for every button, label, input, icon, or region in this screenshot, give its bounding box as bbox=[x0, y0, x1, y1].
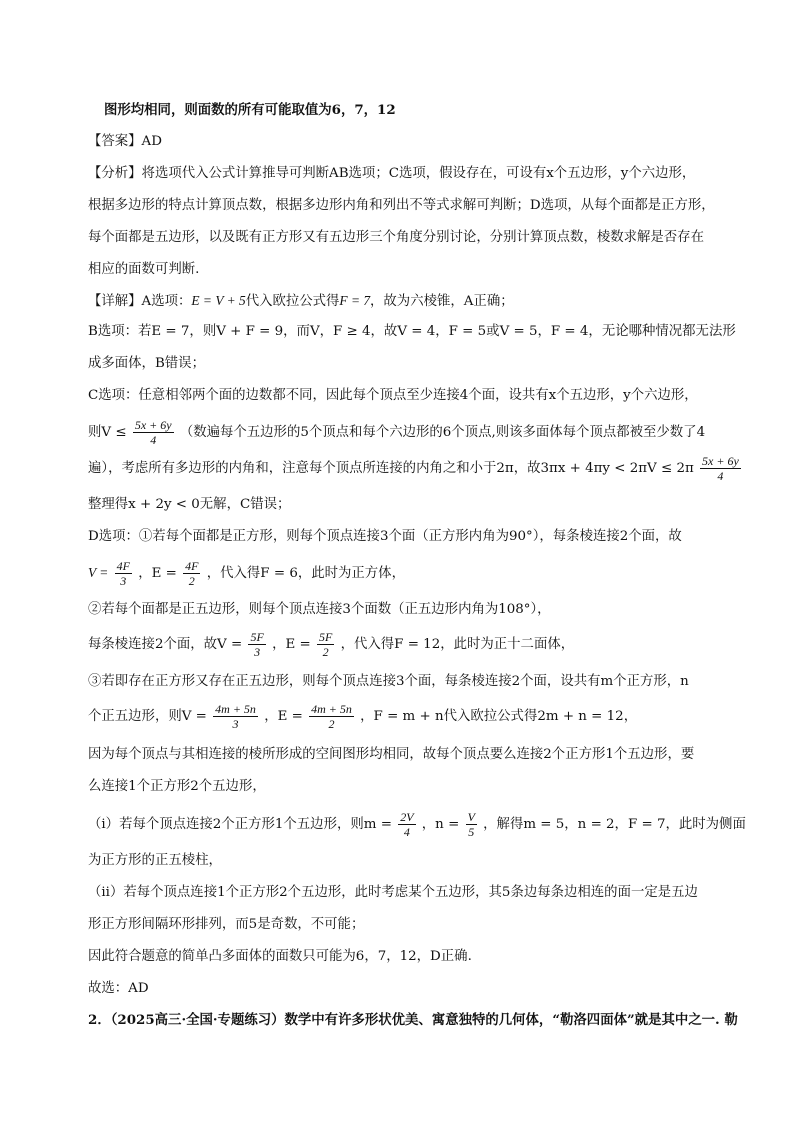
fraction-numerator: 4F bbox=[185, 559, 199, 573]
fraction bbox=[700, 454, 741, 483]
fraction-numerator: 5x + 6y bbox=[134, 418, 172, 432]
fraction bbox=[248, 630, 265, 659]
text-line: D选项：①若每个面都是正方形，则每个顶点连接3个面（正方形内角为90°），每条棱连接2个面，故 bbox=[88, 529, 682, 544]
fraction-numerator: 2V bbox=[400, 810, 414, 824]
text-span: 个正五边形，则V = bbox=[88, 709, 207, 724]
text-line: 每个面都是五边形，以及既有正方形又有五边形三个角度分别讨论，分别计算顶点数，棱数求解是否存在 bbox=[88, 230, 704, 245]
math-span: E = V + 5 bbox=[191, 293, 246, 308]
text-line: B选项：若E = 7，则V + F = 9，而V，F ≥ 4，故V = 4，F = 5或V = 5，F = 4，无论哪种情况都无法形 bbox=[88, 324, 736, 339]
fraction-numerator: 4m + 5n bbox=[215, 702, 256, 716]
text-span: ，E = bbox=[272, 637, 311, 652]
fraction-denominator: 4 bbox=[403, 825, 410, 839]
fraction-denominator: 3 bbox=[232, 717, 239, 731]
text-span: ，故为六棱锥，A正确； bbox=[370, 294, 514, 309]
text-line: 图形均相同，则面数的所有可能取值为6，7，12 bbox=[104, 102, 396, 118]
text-span: ，n = bbox=[421, 817, 460, 832]
formula-line bbox=[88, 700, 637, 734]
formula-line bbox=[88, 556, 405, 591]
text-line: 因为每个顶点与其相连接的棱所形成的空间图形均相同，故每个顶点要么连接2个正方形1个五边形，要 bbox=[88, 747, 695, 762]
detail-line-a bbox=[88, 292, 514, 311]
text-line: ②若每个面都是正五边形，则每个顶点连接3个面数（正五边形内角为108°）， bbox=[88, 602, 551, 617]
text-span: ，解得m = 5，n = 2，F = 7，此时为侧面 bbox=[483, 817, 746, 832]
fraction-numerator: 4F bbox=[116, 559, 130, 573]
fraction bbox=[183, 559, 200, 588]
text-span: ，代入得F = 6，此时为正方体， bbox=[206, 566, 405, 581]
text-line: 根据多边形的特点计算顶点数，根据多边形内角和列出不等式求解可判断；D选项，从每个面都是正方形， bbox=[88, 198, 715, 213]
math-span: V = bbox=[88, 565, 109, 580]
text-line: 整理得x + 2y < 0无解，C错误； bbox=[88, 497, 291, 512]
text-line: 故选：AD bbox=[88, 981, 149, 996]
fraction-numerator: 5x + 6y bbox=[702, 454, 739, 468]
text-span: 每条棱连接2个面，故V = bbox=[88, 637, 243, 652]
fraction bbox=[115, 559, 132, 588]
formula-line bbox=[88, 628, 574, 662]
text-span: ，E = bbox=[264, 709, 303, 724]
fraction-denominator: 2 bbox=[322, 645, 329, 659]
text-span: ，E = bbox=[138, 566, 177, 581]
text-line: 么连接1个正方形2个五边形， bbox=[88, 779, 266, 794]
question-line: 2．（2025高三·全国·专题练习）数学中有许多形状优美、寓意独特的几何体，“勒洛四面体”就是其中之一. 勒 bbox=[88, 1012, 738, 1028]
text-span: 代入欧拉公式得 bbox=[245, 294, 340, 309]
text-span: 则V ≤ bbox=[88, 425, 127, 440]
fraction-denominator: 2 bbox=[188, 574, 195, 588]
fraction-numerator: 5F bbox=[318, 630, 333, 644]
text-span: （i）若每个顶点连接2个正方形1个五边形，则m = bbox=[88, 817, 392, 832]
fraction-denominator: 4 bbox=[150, 433, 157, 447]
fraction-numerator: 5F bbox=[250, 630, 264, 644]
text-line: C选项：任意相邻两个面的边数都不同，因此每个顶点至少连接4个面，设共有x个五边形，y个六边形， bbox=[88, 388, 698, 403]
text-line: 【分析】将选项代入公式计算推导可判断AB选项；C选项，假设存在，可设有x个五边形，y个六边形， bbox=[88, 166, 696, 181]
text-line: 相应的面数可判断. bbox=[88, 262, 200, 277]
fraction-denominator: 3 bbox=[254, 645, 261, 659]
text-line: （ii）若每个顶点连接1个正方形2个五边形，此时考虑某个五边形，其5条边每条边相连的面一定是五边 bbox=[88, 885, 698, 900]
text-line: 因此符合题意的简单凸多面体的面数只可能为6，7，12，D正确. bbox=[88, 949, 472, 964]
text-line: 为正方形的正五棱柱， bbox=[88, 853, 222, 868]
fraction-numerator: V bbox=[467, 810, 475, 824]
fraction-numerator: 4m + 5n bbox=[311, 702, 352, 716]
fraction bbox=[466, 810, 477, 839]
text-span: 遍），考虑所有多边形的内角和，注意每个顶点所连接的内角之和小于2π，故3πx + 4πy < 2πV ≤ 2π bbox=[88, 461, 694, 476]
fraction bbox=[317, 630, 334, 659]
formula-line bbox=[88, 452, 743, 486]
fraction bbox=[309, 702, 354, 731]
fraction-denominator: 4 bbox=[717, 469, 724, 483]
text-span: ，代入得F = 12，此时为正十二面体， bbox=[340, 637, 575, 652]
formula-line bbox=[88, 808, 746, 842]
formula-line bbox=[88, 416, 705, 450]
fraction-denominator: 5 bbox=[468, 825, 475, 839]
fraction bbox=[398, 810, 415, 839]
fraction-denominator: 2 bbox=[328, 717, 335, 731]
text-line: 成多面体，B错误； bbox=[88, 356, 205, 371]
text-span: 【详解】A选项： bbox=[88, 294, 192, 309]
text-line: ③若即存在正方形又存在正五边形，则每个顶点连接3个面，每条棱连接2个面，设共有m个正方形，n bbox=[88, 674, 689, 689]
fraction bbox=[133, 418, 174, 447]
answer-line: 【答案】AD bbox=[88, 134, 162, 149]
text-line: 形正方形间隔环形排列，而5是奇数，不可能； bbox=[88, 917, 365, 932]
math-span: F = 7 bbox=[339, 293, 371, 308]
text-span: ，F = m + n代入欧拉公式得2m + n = 12， bbox=[360, 709, 638, 724]
fraction bbox=[213, 702, 258, 731]
fraction-denominator: 3 bbox=[120, 574, 127, 588]
text-span: （数遍每个五边形的5个顶点和每个六边形的6个顶点,则该多面体每个顶点都被至少数了4 bbox=[179, 425, 706, 440]
